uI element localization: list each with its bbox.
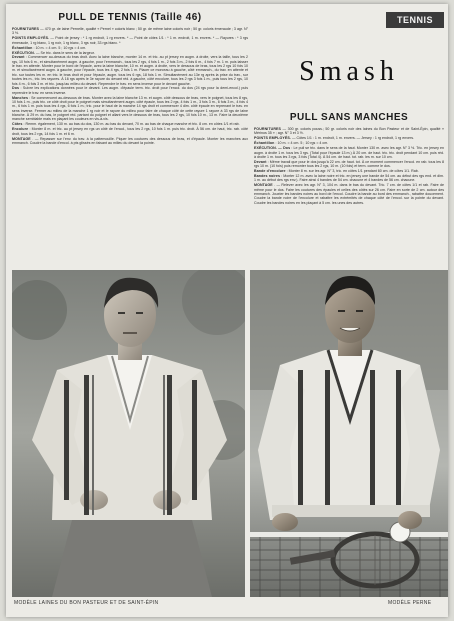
right-photo: [250, 270, 448, 597]
paragraph: Encolure : Monter 8 m. et tric. au pt jersey en rgs un côté de l'encol., tous les 2 rgs, 10 fois 1 m. puis tric. droit. À 56 cm. de haut, tric. rab. côté droit, tous les 2 rgs, 14 fois 1 m. et 6 m.: [12, 127, 248, 136]
man-in-cardigan-photo-icon: [12, 270, 245, 597]
right-article-content: [254, 112, 444, 206]
paragraph: Bande d'encolure : Monter 8 m. sur les agr. N° 3, tric. en côtes 1/1 pendant 60 cm. de côtes 1/1. Rab.: [254, 169, 419, 174]
right-article-body: [254, 127, 444, 205]
paragraph: Dos : Suivre les explications données pour le devant. Les augm. d'épaule term. tric. droit pour l'encol. du dos (24 rgs pour la demi-encol.) puis reprendre le trav. en sens inverse.: [12, 86, 248, 95]
right-photo-caption: MODÈLE PERNE: [388, 600, 432, 606]
left-photo-caption: MODÈLE LAINES DU BON PASTEUR ET DE SAINT-ÉPIN: [14, 600, 159, 606]
paragraph: Échantillon : 10 m. = 4 cm. 5 ; 10 rgs = 4 cm.: [254, 141, 329, 146]
left-article-title: PULL DE TENNIS (Taille 46): [58, 12, 202, 23]
man-with-tennis-racket-photo-icon: [250, 270, 448, 597]
paragraph: Échantillon : 10 m. = 4 cm. 5 ; 10 rgs = 4 cm.: [12, 45, 87, 50]
paragraph: Bandes noires : Monter 12 m. avec la laine noire et tric. en jersey une bande de 54 cm. au début des rgs end. et dim. 1 m. au début des rgs env.). Faire ainsi 4 bandes de 54 cm. chacune et 4 bandes de 56 cm. chacune.: [254, 174, 444, 183]
magazine-title: Smash: [299, 56, 399, 87]
paragraph: FOURNITURES — 470 gr. de laine Pernelle, qualité « Pernel » coloris blanc ; 50 gr. de même laine coloris noir ; 50 gr. coloris émeraude ; 3 agr. N° 3 ½.: [12, 27, 249, 36]
paragraph: MONTAGE . — Relever avec les agr. N° 3, 104 m. dans le bas du devant. Tric. 7 cm. de côtes 1/1 et rab. Faire de même pour le dos. Faire les coutures des épaules et celles des côtés sur 26 cm. Faire en sorte de 2 cm. autour des emmanch. Jouxter les bandes noires au bord de l'encol. Coudre la bande au bord des emmanch., rabattre doucement. Coudre la bande noire de l'encolure et rabattre les extrémités de chaque côté de l'encol. sur la pointe du devant. Coudre les bandes noires en les plaçant à 5 cm. les unes des autres.: [254, 183, 445, 205]
left-article-body: [12, 27, 248, 145]
paragraph: EXÉCUTION. — Se tric. dans le sens de la largeur.: [12, 50, 95, 55]
paragraph: Côtes : Remm. également, 130 m. au bas du dos, 130 m. au bas du devant, 70 m. au bas de chaque manche et tric. 8 cm. en côtes 1/1 et rab.: [12, 122, 240, 127]
paragraph: Manches : Se commencent au-dessous de bras. Monter avec la laine blanche 13 m. et augm. côté dessous de bras, vers le poignet, tous les 8 rgs, 10 fois 1 m., puis tric. ce côté droit pour le poignet mais simultanément augm. côté épaule, tous les 2 rgs, 4 fois 1 m., 3 fois 3 m., 6 fois 3 m., 4 fois 4 m., 6 fois 1 m. puis tous les 4 rgs, 6 fois 1 m.; tric. pour le haut de la manche 14 rgs droit et commencer 4 dim. côté épaule en reprenant le trav. en sens inverse. Fermer au milieu de la manche 1 rg noir et le rayure du milieu pour faire de chaque côté de cette rayure 1 rayure à 33 rgs de laine blanche. À 29 m. du bas, le poignet réd. partant du poignet et allant vers le dessous de bras, tous les 2 rgs, 10 fois 10 m., 13 m. Faire la deuxième manche semblable mais en plaçant les couleurs en vis-à-vis.: [12, 95, 249, 122]
paragraph: POINTS EMPLOYÉS. — Côtes 1/1 : 1 m. endroit, 1 m. envers. — Jersey : 1 rg endroit, 1 rg envers.: [254, 136, 414, 141]
paragraph: POINTS EMPLOYÉS. — Point de jersey : * 1 rg endroit, 1 rg envers. * — Point de côtes 1/1 : * 1 m. endroit, 1 m. envers. * — Rayures : * 3 rgs émeraude, 1 rg blanc, 1 rg noir, 1 rg blanc, 3 rgs noir, 33 rgs blanc. *: [12, 36, 248, 45]
paragraph: Devant : Même travail que pour le dos jusqu'à 22 cm. de haut. tot. À ce moment commencer l'encol. en rab. tous les 8 rgs 10 m. (10 fois) puis remonter tous les 2 rgs, 10 m. (10 fois) et term. comme le dos.: [254, 159, 444, 169]
paragraph: Devant : Commencer au-dessus du bras droit. Avec la laine blanche, monter 14 m. et tric. au pt jersey en augm. à droite, vers la taille, tous les 2 rgs, 10 fois 6 m., et simultanément augm. à gauche, pour l'emmanch., tous les 2 rgs, 4 fois 1 m., 2 fois 3 m., 2 fois 6 m., 4 fois 7 m. 1 m. puis laisser le trav. en attente. Monter pour le bord de l'épaule, avec la laine blanche, 10 m. et augm. à droite, vers le dessous de bras, tous les 2 rgs 10 fois 10 m. et simultanément augm. à gauche, pour l'épaule, tous les 4 rgs, 2 fois 1 m. Placer ce morceau à gauche, côté emmanch., du trav. en attente et tric. sur toutes les m. en tric. le bras droit et pour l'épaule, augm. tous les 6 rgs, 18 fois 1 m. Simultanément au 13e rg après la prise du trav., sur toutes les m., tric. les rayures. À 16 rgs après le 3e rayure du devant réd. à gauche, côté encolure, tous les 2 rgs 3 fois 1 m., puis tous les 2 rgs, 10 fois 4 m., 6 fois 3 m. et tric. jusqu'au milieu du devant. Reprendre le trav. en sens inverse pour le devant gauche.: [12, 55, 249, 86]
paragraph: MONTAGE . — Repasser sur l'env. du trav. à la pattemouille. Piquer les coutures des dessous de bras, et d'épaule. Monter les manches aux emmanch. Coudre la bande d'encol. à pts glissés en faisant au milieu du devant la pointe.: [12, 136, 248, 145]
section-tag: TENNIS: [386, 12, 444, 28]
paragraph: EXÉCUTION. — Dos : Le pull se tric. dans le sens de la haut. Monter 130 m. avec les agr. N° 3 ½. Tric. en jersey en augm. à droite 1 m. tous les 3 rgs. (Total pour l'épaule 13 m.) À 20 cm. de haut. tric. tric. droit pendant 10 cm. puis réd. à droite 1 m. tous les 3 rgs, 3 fois (Total 4). À 54 cm. de haut. tot. rab. les m. sur 10 cm.: [254, 146, 445, 159]
left-photo: [12, 270, 245, 597]
left-article: [12, 12, 248, 146]
right-article-title: PULL SANS MANCHES: [289, 112, 409, 123]
paragraph: FOURNITURES — 300 gr. coloris pouss.; 50 gr. coloris noir des laines du Bon Pasteur et de Saint-Épin, qualité « Mérinos 35 » ; agr. N° 3 et 3 ½.: [254, 127, 444, 136]
magazine-page: [6, 4, 448, 617]
